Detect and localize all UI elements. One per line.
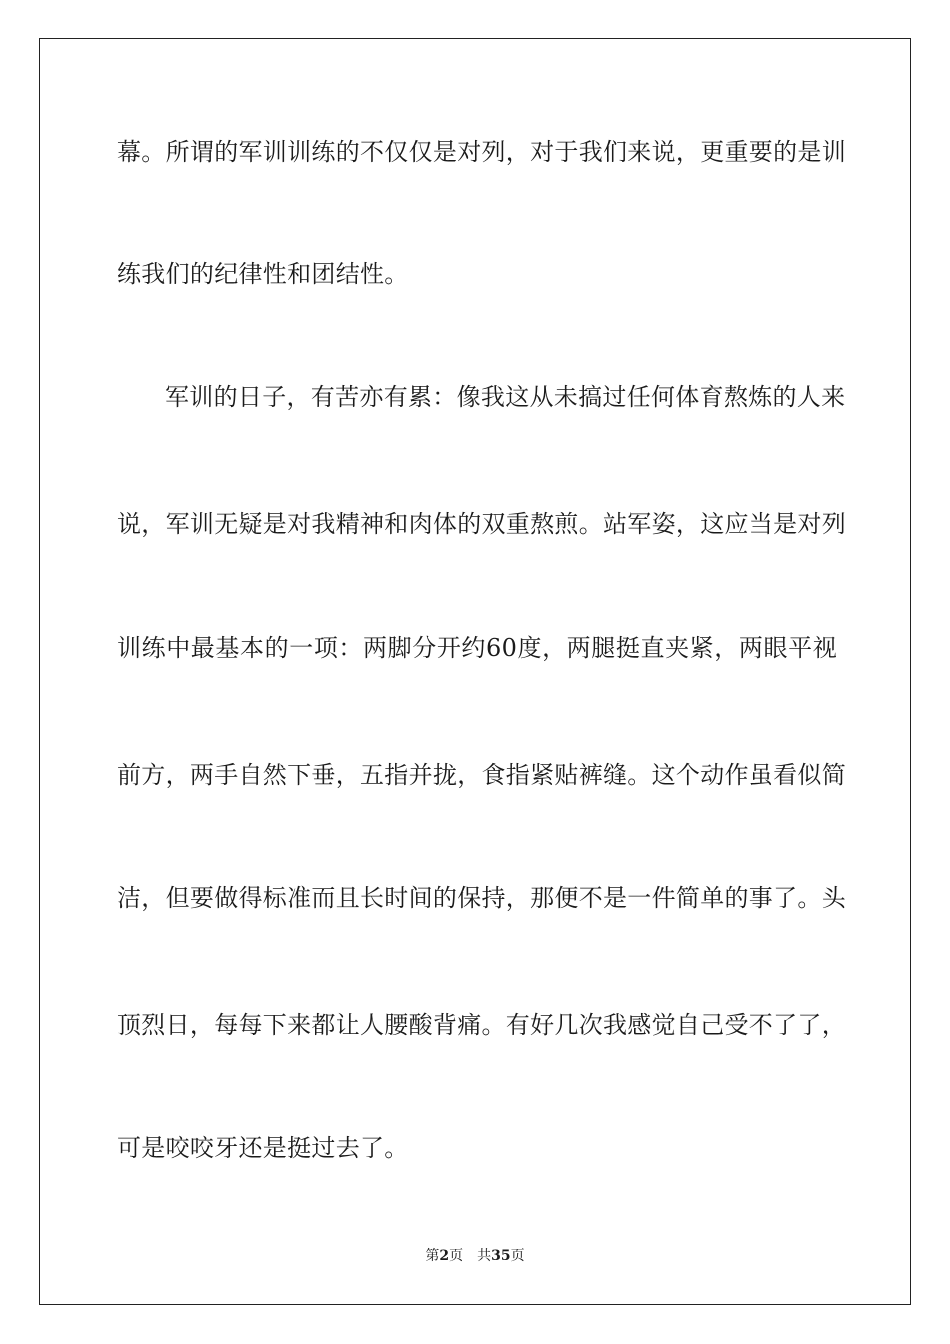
text-line: 练我们的纪律性和团结性。 <box>117 260 409 288</box>
text-line: 幕。所谓的军训训练的不仅仅是对列，对于我们来说，更重要的是训 <box>117 138 846 166</box>
text-line: 顶烈日，每每下来都让人腰酸背痛。有好几次我感觉自己受不了了， <box>117 1011 846 1039</box>
text-line: 可是咬咬牙还是挺过去了。 <box>117 1134 409 1162</box>
text-line: 训练中最基本的一项：两脚分开约60度，两腿挺直夹紧，两眼平视 <box>117 634 837 662</box>
text-line: 前方，两手自然下垂，五指并拢，食指紧贴裤缝。这个动作虽看似简 <box>117 761 846 789</box>
page-suffix: 页 <box>449 1248 464 1264</box>
page-number: 2 <box>439 1248 450 1264</box>
total-suffix: 页 <box>510 1248 525 1264</box>
text-line: 洁，但要做得标准而且长时间的保持，那便不是一件简单的事了。头 <box>117 884 846 912</box>
total-pages: 35 <box>491 1248 511 1264</box>
page-frame <box>39 38 911 1305</box>
page-footer <box>0 1247 950 1265</box>
text-line: 说，军训无疑是对我精神和肉体的双重熬煎。站军姿，这应当是对列 <box>117 510 846 538</box>
paragraph-first-line: 军训的日子，有苦亦有累：像我这从未搞过任何体育熬炼的人来 <box>165 383 846 411</box>
total-prefix: 共 <box>477 1248 492 1264</box>
page-prefix: 第 <box>425 1248 440 1264</box>
